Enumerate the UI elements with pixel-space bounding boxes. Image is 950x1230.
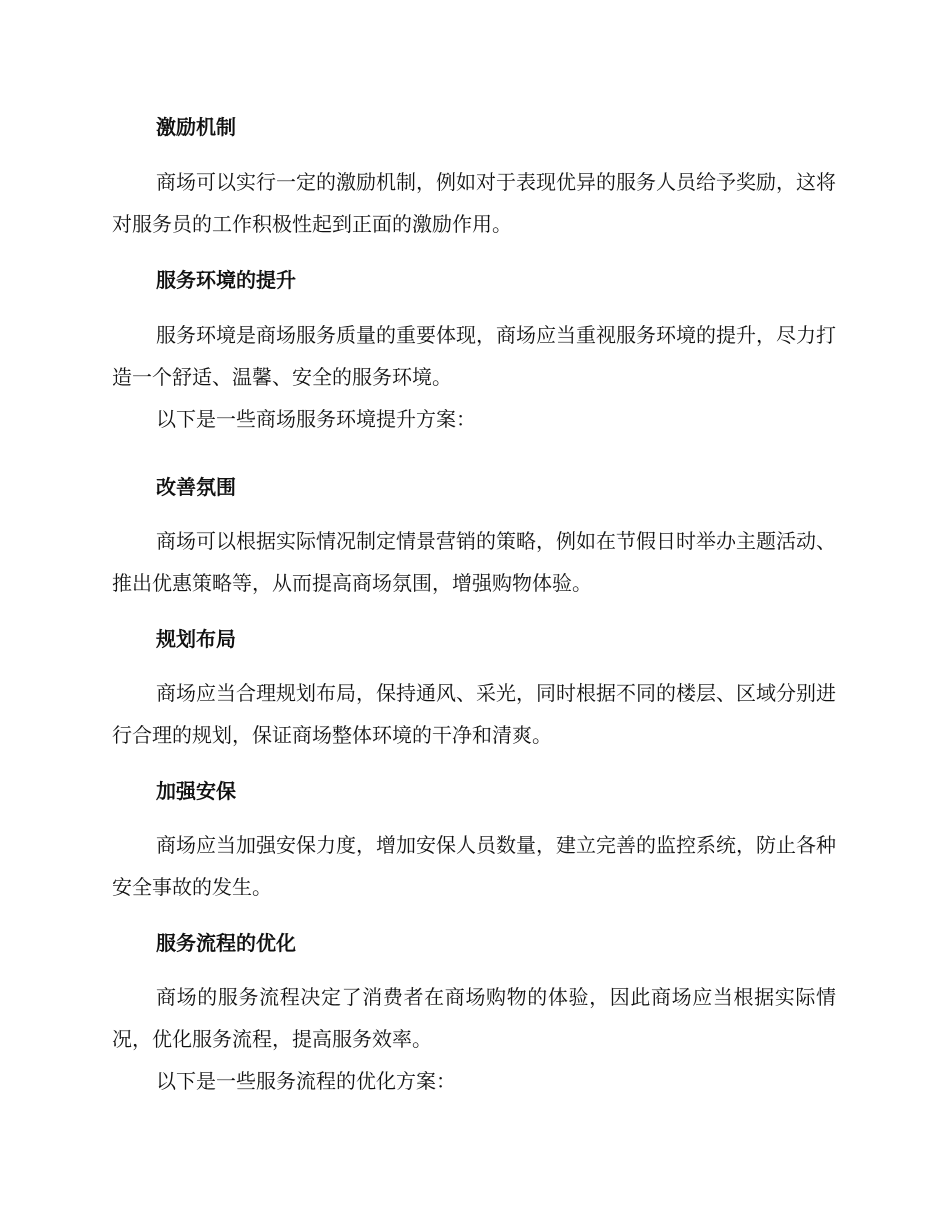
paragraph-service-environment: 服务环境是商场服务质量的重要体现，商场应当重视服务环境的提升，尽力打造一个舒适、温馨、安全的服务环境。	[112, 323, 836, 389]
paragraph-process-optimization: 商场的服务流程决定了消费者在商场购物的体验，因此商场应当根据实际情况，优化服务流程，提高服务效率。	[112, 985, 836, 1051]
heading-incentive-mechanism: 激励机制	[156, 115, 236, 139]
heading-layout-planning: 规划布局	[156, 627, 236, 651]
paragraph-layout-planning: 商场应当合理规划布局，保持通风、采光，同时根据不同的楼层、区域分别进行合理的规划，保证商场整体环境的干净和清爽。	[112, 681, 836, 747]
heading-process-optimization: 服务流程的优化	[156, 931, 296, 955]
heading-security: 加强安保	[156, 779, 236, 803]
heading-improve-atmosphere: 改善氛围	[156, 475, 236, 499]
heading-service-environment: 服务环境的提升	[156, 268, 296, 292]
paragraph-improve-atmosphere: 商场可以根据实际情况制定情景营销的策略，例如在节假日时举办主题活动、推出优惠策略等，从而提高商场氛围，增强购物体验。	[112, 529, 836, 595]
paragraph-process-plans-intro: 以下是一些服务流程的优化方案：	[156, 1069, 456, 1093]
paragraph-incentive: 商场可以实行一定的激励机制，例如对于表现优异的服务人员给予奖励，这将对服务员的工作积极性起到正面的激励作用。	[112, 170, 836, 236]
paragraph-environment-plans-intro: 以下是一些商场服务环境提升方案：	[156, 407, 476, 431]
paragraph-security: 商场应当加强安保力度，增加安保人员数量，建立完善的监控系统，防止各种安全事故的发生。	[112, 833, 836, 899]
